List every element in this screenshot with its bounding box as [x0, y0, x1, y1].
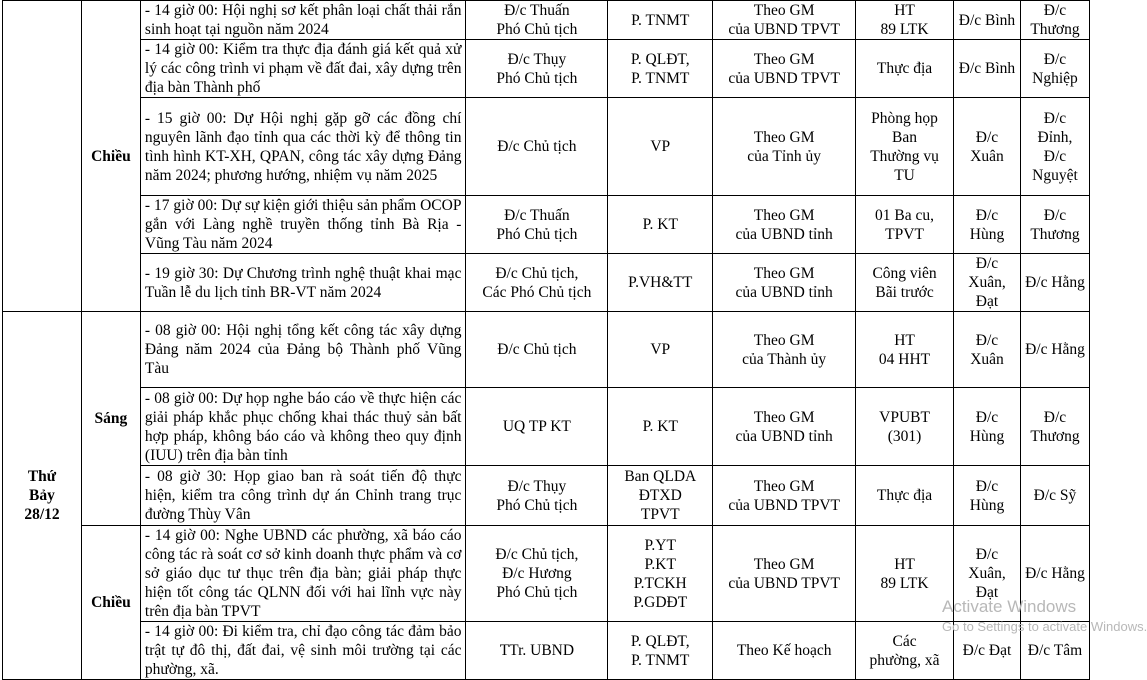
- invitation-cell: Theo GM của UBND TPVT: [713, 466, 856, 526]
- table-row: [3, 196, 1090, 254]
- table-row: [3, 254, 1090, 312]
- leader-cell: Đ/c Thụy Phó Chủ tịch: [466, 40, 608, 98]
- invitation-cell: Theo GM của UBND TPVT: [713, 526, 856, 622]
- leader-cell: Đ/c Chủ tịch: [466, 98, 608, 196]
- leader-cell: Đ/c Thụy Phó Chủ tịch: [466, 466, 608, 526]
- prep-unit-cell: VP: [608, 98, 713, 196]
- watermark-subtitle: Go to Settings to activate Windows.: [942, 619, 1147, 634]
- invitation-cell: Theo GM của UBND tỉnh: [713, 388, 856, 466]
- prep-unit-cell: P. QLĐT, P. TNMT: [608, 40, 713, 98]
- driver-cell: Đ/c Tâm: [1020, 622, 1089, 680]
- prep-unit-cell: VP: [608, 312, 713, 388]
- prep-unit-cell: P.VH&TT: [608, 254, 713, 312]
- event-content: - 14 giờ 00: Nghe UBND các phường, xã báo cáo công tác rà soát cơ sở kinh doanh thực phẩm và cơ sở giáo dục tư thục trên địa bàn; giải pháp thực hiện tốt công tác QLNN đối với hai lĩnh vực này trên địa bàn TPVT: [140, 526, 466, 622]
- attendee-cell: Đ/c Xuân, Đạt: [954, 254, 1021, 312]
- session-morning-label: Sáng: [81, 312, 140, 526]
- prep-unit-cell: P. KT: [608, 388, 713, 466]
- location-cell: HT 04 HHT: [856, 312, 954, 388]
- table-row: [3, 98, 1090, 196]
- driver-cell: Đ/c Nghiệp: [1020, 40, 1089, 98]
- leader-cell: Đ/c Chủ tịch, Đ/c Hương Phó Chủ tịch: [466, 526, 608, 622]
- driver-cell: Đ/c Thương: [1020, 388, 1089, 466]
- location-cell: Thực địa: [856, 40, 954, 98]
- driver-cell: Đ/c Thương: [1020, 196, 1089, 254]
- table-row: [3, 1, 1090, 40]
- attendee-cell: Đ/c Hùng: [954, 466, 1021, 526]
- driver-cell: Đ/c Đỉnh, Đ/c Nguyệt: [1020, 98, 1089, 196]
- prep-unit-cell: Ban QLDA ĐTXD TPVT: [608, 466, 713, 526]
- prep-unit-cell: P. KT: [608, 196, 713, 254]
- invitation-cell: Theo GM của UBND tỉnh: [713, 254, 856, 312]
- location-cell: 01 Ba cu, TPVT: [856, 196, 954, 254]
- attendee-cell: Đ/c Hùng: [954, 388, 1021, 466]
- session-afternoon-label-2: Chiều: [81, 526, 140, 680]
- invitation-cell: Theo GM của UBND TPVT: [713, 1, 856, 40]
- location-cell: Công viên Bãi trước: [856, 254, 954, 312]
- watermark-title: Activate Windows: [942, 597, 1077, 616]
- event-content: - 15 giờ 00: Dự Hội nghị gặp gỡ các đồng chí nguyên lãnh đạo tỉnh qua các thời kỳ để thông tin tình hình KT-XH, QPAN, công tác xây dựng Đảng năm 2024; phương hướng, nhiệm vụ năm 2025: [140, 98, 466, 196]
- prep-unit-cell: P.YT P.KT P.TCKH P.GDĐT: [608, 526, 713, 622]
- location-cell: Các phường, xã: [856, 622, 954, 680]
- driver-cell: Đ/c Thương: [1020, 1, 1089, 40]
- attendee-cell: Đ/c Xuân, Đạt: [954, 526, 1021, 622]
- location-cell: HT 89 LTK: [856, 526, 954, 622]
- day-cell-prev: [3, 1, 82, 312]
- driver-cell: Đ/c Sỹ: [1020, 466, 1089, 526]
- event-content: - 08 giờ 00: Hội nghị tổng kết công tác xây dựng Đảng năm 2024 của Đảng bộ Thành phố Vũng Tàu: [140, 312, 466, 388]
- table-row: [3, 526, 1090, 622]
- leader-cell: TTr. UBND: [466, 622, 608, 680]
- attendee-cell: Đ/c Bình: [954, 40, 1021, 98]
- leader-cell: Đ/c Chủ tịch, Các Phó Chủ tịch: [466, 254, 608, 312]
- leader-cell: Đ/c Chủ tịch: [466, 312, 608, 388]
- session-afternoon-label: Chiều: [81, 1, 140, 312]
- table-row: [3, 388, 1090, 466]
- day-label: Thứ Bảy 28/12: [3, 312, 82, 680]
- event-content: - 14 giờ 00: Hội nghị sơ kết phân loại chất thải rắn sinh hoạt tại nguồn năm 2024: [140, 1, 466, 40]
- leader-cell: UQ TP KT: [466, 388, 608, 466]
- leader-cell: Đ/c Thuấn Phó Chủ tịch: [466, 196, 608, 254]
- location-cell: Thực địa: [856, 466, 954, 526]
- invitation-cell: Theo GM của Thành ủy: [713, 312, 856, 388]
- table-row: [3, 622, 1090, 680]
- event-content: - 08 giờ 30: Họp giao ban rà soát tiến độ thực hiện, kiểm tra công trình dự án Chỉnh trang trục đường Thùy Vân: [140, 466, 466, 526]
- table-row: [3, 40, 1090, 98]
- invitation-cell: Theo Kế hoạch: [713, 622, 856, 680]
- schedule-table: [2, 0, 1090, 680]
- prep-unit-cell: P. QLĐT, P. TNMT: [608, 622, 713, 680]
- prep-unit-cell: P. TNMT: [608, 1, 713, 40]
- invitation-cell: Theo GM của Tỉnh ủy: [713, 98, 856, 196]
- event-content: - 14 giờ 00: Đi kiểm tra, chỉ đạo công tác đảm bảo trật tự đô thị, đất đai, vệ sinh môi trường tại các phường, xã.: [140, 622, 466, 680]
- event-content: - 19 giờ 30: Dự Chương trình nghệ thuật khai mạc Tuần lễ du lịch tỉnh BR-VT năm 2024: [140, 254, 466, 312]
- event-content: - 17 giờ 00: Dự sự kiện giới thiệu sản phẩm OCOP gắn với Làng nghề truyền thống tỉnh Bà Rịa - Vũng Tàu năm 2024: [140, 196, 466, 254]
- invitation-cell: Theo GM của UBND tỉnh: [713, 196, 856, 254]
- table-row: [3, 312, 1090, 388]
- leader-cell: Đ/c Thuấn Phó Chủ tịch: [466, 1, 608, 40]
- event-content: - 14 giờ 00: Kiểm tra thực địa đánh giá kết quả xử lý các công trình vi phạm về đất đai, xây dựng trên địa bàn Thành phố: [140, 40, 466, 98]
- location-cell: VPUBT (301): [856, 388, 954, 466]
- attendee-cell: Đ/c Hùng: [954, 196, 1021, 254]
- driver-cell: Đ/c Hằng: [1020, 526, 1089, 622]
- driver-cell: Đ/c Hằng: [1020, 312, 1089, 388]
- location-cell: Phòng họp Ban Thường vụ TU: [856, 98, 954, 196]
- attendee-cell: Đ/c Xuân: [954, 312, 1021, 388]
- driver-cell: Đ/c Hằng: [1020, 254, 1089, 312]
- location-cell: HT 89 LTK: [856, 1, 954, 40]
- attendee-cell: Đ/c Đạt: [954, 622, 1021, 680]
- invitation-cell: Theo GM của UBND TPVT: [713, 40, 856, 98]
- attendee-cell: Đ/c Xuân: [954, 98, 1021, 196]
- table-row: [3, 466, 1090, 526]
- attendee-cell: Đ/c Bình: [954, 1, 1021, 40]
- event-content: - 08 giờ 00: Dự họp nghe báo cáo về thực hiện các giải pháp khắc phục chống khai thác thuỷ sản bất hợp pháp, không báo cáo và không theo quy định (IUU) trên địa bàn tỉnh: [140, 388, 466, 466]
